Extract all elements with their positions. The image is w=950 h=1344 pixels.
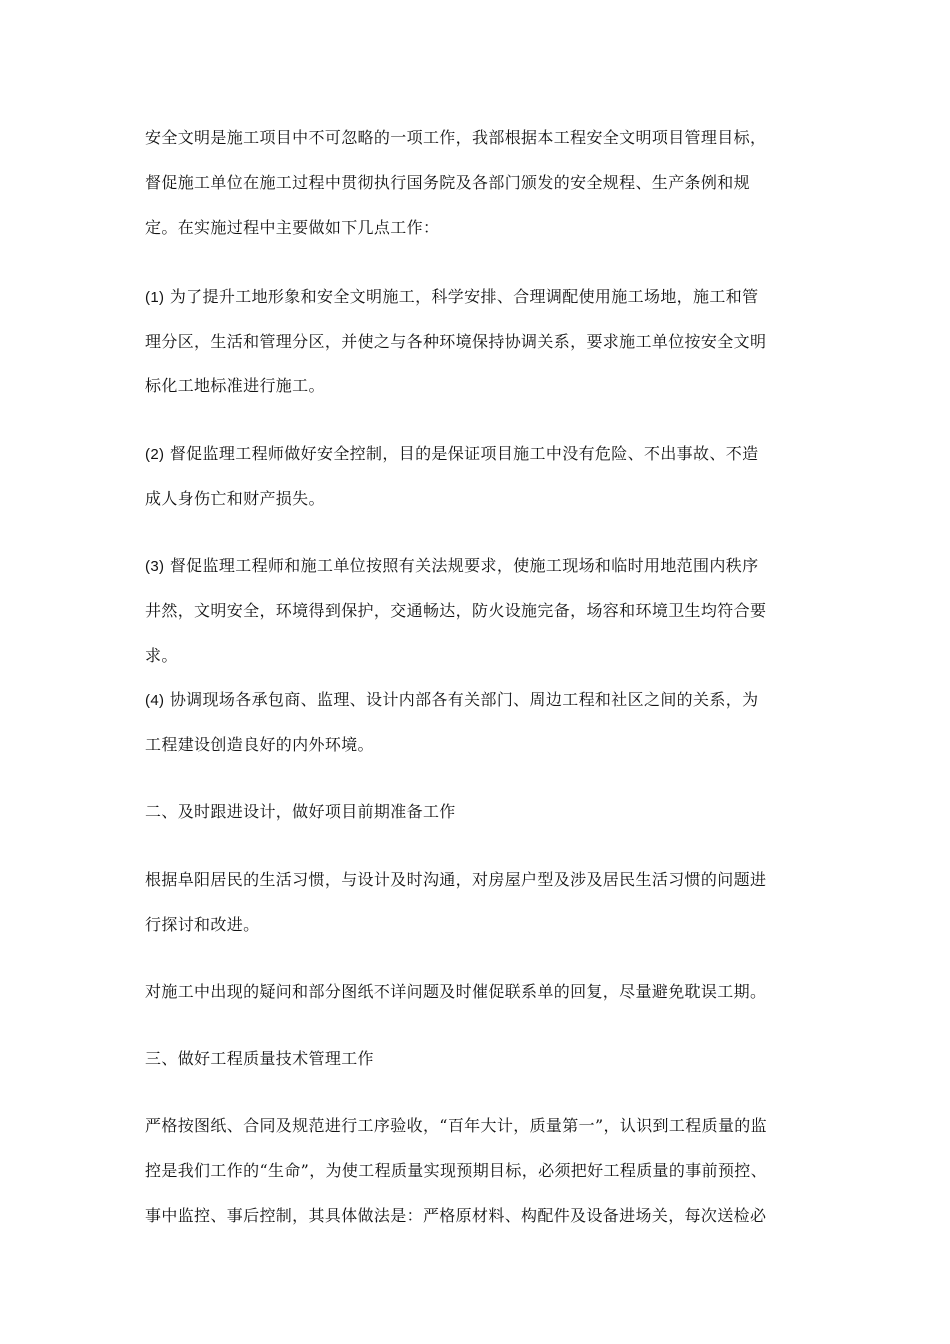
item-3-text: 督促监理工程师和施工单位按照有关法规要求，使施工现场和临时用地范围内秩序	[169, 556, 759, 575]
item-2-number: (2)	[145, 446, 165, 463]
item-3-number: (3)	[145, 558, 165, 575]
item-3-line-3: 求。	[145, 646, 178, 665]
item-4-number: (4)	[145, 692, 165, 709]
item-1-line-2: 理分区，生活和管理分区，并使之与各种环境保持协调关系，要求施工单位按安全文明	[145, 332, 767, 351]
intro-line-1: 安全文明是施工项目中不可忽略的一项工作，我部根据本工程安全文明项目管理目标，	[145, 128, 767, 147]
item-1-line-3: 标化工地标准进行施工。	[145, 376, 325, 395]
section-3-para-line-1: 严格按图纸、合同及规范进行工序验收，“百年大计，质量第一”，认识到工程质量的监	[145, 1116, 768, 1135]
item-4-line-1	[145, 690, 758, 711]
section-3-heading: 三、做好工程质量技术管理工作	[145, 1049, 374, 1068]
section-3-para-line-2: 控是我们工作的“生命”，为使工程质量实现预期目标，必须把好工程质量的事前预控、	[145, 1161, 768, 1180]
item-1-number: (1)	[145, 289, 165, 306]
item-3-line-2: 井然，文明安全，环境得到保护，交通畅达，防火设施完备，场容和环境卫生均符合要	[145, 601, 767, 620]
item-4-line-2: 工程建设创造良好的内外环境。	[145, 735, 374, 754]
item-2-line-1	[145, 444, 758, 465]
item-3-line-1	[145, 556, 758, 577]
section-2-para-2: 对施工中出现的疑问和部分图纸不详问题及时催促联系单的回复，尽量避免耽误工期。	[145, 982, 767, 1001]
item-1-line-1	[145, 287, 758, 308]
section-2-heading: 二、及时跟进设计，做好项目前期准备工作	[145, 802, 456, 821]
intro-line-3: 定。在实施过程中主要做如下几点工作：	[145, 218, 440, 237]
item-1-text: 为了提升工地形象和安全文明施工，科学安排、合理调配使用施工场地，施工和管	[169, 287, 759, 306]
item-2-text: 督促监理工程师做好安全控制，目的是保证项目施工中没有危险、不出事故、不造	[169, 444, 759, 463]
section-3-para-line-3: 事中监控、事后控制，其具体做法是：严格原材料、构配件及设备进场关，每次送检必	[145, 1206, 767, 1225]
intro-line-2: 督促施工单位在施工过程中贯彻执行国务院及各部门颁发的安全规程、生产条例和规	[145, 173, 750, 192]
item-4-text: 协调现场各承包商、监理、设计内部各有关部门、周边工程和社区之间的关系，为	[169, 690, 759, 709]
section-2-para-1-line-1: 根据阜阳居民的生活习惯，与设计及时沟通，对房屋户型及涉及居民生活习惯的问题进	[145, 870, 767, 889]
item-2-line-2: 成人身伤亡和财产损失。	[145, 489, 325, 508]
section-2-para-1-line-2: 行探讨和改进。	[145, 915, 260, 934]
